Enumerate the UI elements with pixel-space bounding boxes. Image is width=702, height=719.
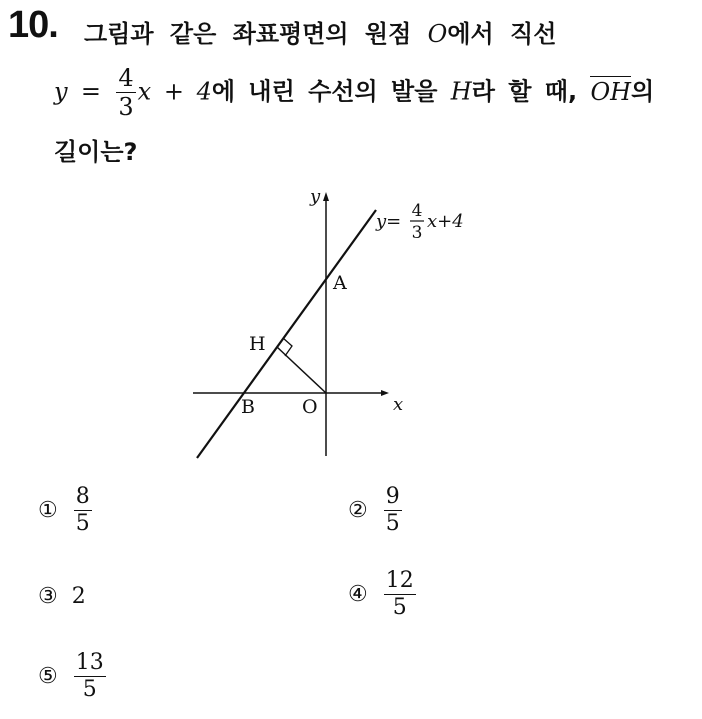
equation-tail: x + 4 (137, 77, 212, 106)
choice-2-marker: ② (348, 498, 368, 523)
graph-line (197, 210, 376, 458)
equation-equals: = (80, 77, 102, 106)
choice-3-marker: ③ (38, 584, 58, 609)
choice-5-marker: ⑤ (38, 664, 58, 689)
question-line-2 (54, 66, 654, 119)
label-point-h: H (249, 333, 266, 355)
equation-fraction (116, 66, 135, 119)
question-text-2-end: 의 (631, 77, 655, 106)
choice-4-fraction (384, 570, 416, 619)
question-text-1: 그림과 같은 좌표평면의 원점 (84, 20, 412, 48)
choice-4-marker: ④ (348, 582, 368, 607)
choice-4-numerator: 12 (385, 568, 414, 593)
question-text-2: 에 내린 수선의 발을 (211, 77, 438, 106)
equation-lhs: y (54, 77, 68, 106)
choice-3[interactable] (38, 584, 86, 609)
line-label-lhs (375, 211, 401, 232)
choice-3-value: 2 (71, 584, 86, 609)
y-axis-arrow (323, 192, 329, 201)
segment-oh: OH (590, 77, 632, 106)
foot-variable: H (450, 77, 472, 106)
choice-1-fraction (74, 486, 92, 535)
choice-2-fraction (384, 486, 402, 535)
line-label-den: 3 (411, 223, 423, 243)
line-label-lhs-text: y= (376, 211, 402, 232)
choice-4[interactable] (348, 570, 418, 619)
label-point-o: O (302, 396, 318, 418)
origin-variable: O (427, 20, 448, 48)
question-line-1 (84, 14, 556, 49)
choice-1-numerator: 8 (75, 484, 90, 509)
x-axis-arrow (381, 390, 389, 396)
label-point-b: B (241, 396, 255, 418)
question-line-3: 길이는? (54, 138, 138, 166)
question-text-2-mid: 라 할 때, (471, 77, 578, 106)
choice-2-denominator: 5 (385, 511, 400, 536)
equation-fraction-denominator: 3 (118, 93, 134, 121)
choice-5-fraction (74, 652, 106, 701)
choice-1-marker: ① (38, 498, 58, 523)
choice-1[interactable] (38, 486, 94, 535)
equation-fraction-numerator: 4 (118, 64, 134, 92)
label-axis-y: y (310, 186, 321, 207)
line-label-tail: x+4 (427, 211, 464, 232)
question-text-1-suffix: 에서 직선 (447, 20, 557, 48)
choice-1-denominator: 5 (75, 511, 90, 536)
choice-4-denominator: 5 (392, 595, 407, 620)
choice-2[interactable] (348, 486, 404, 535)
choice-5-denominator: 5 (82, 677, 97, 702)
choice-2-numerator: 9 (385, 484, 400, 509)
line-label-num: 4 (411, 201, 423, 221)
label-point-a: A (333, 272, 347, 294)
label-axis-x: x (393, 394, 404, 415)
coordinate-figure (185, 180, 505, 470)
choice-5[interactable] (38, 652, 108, 701)
choice-5-numerator: 13 (75, 650, 104, 675)
question-number: 10. (8, 4, 58, 46)
perpendicular-oh (277, 347, 326, 393)
